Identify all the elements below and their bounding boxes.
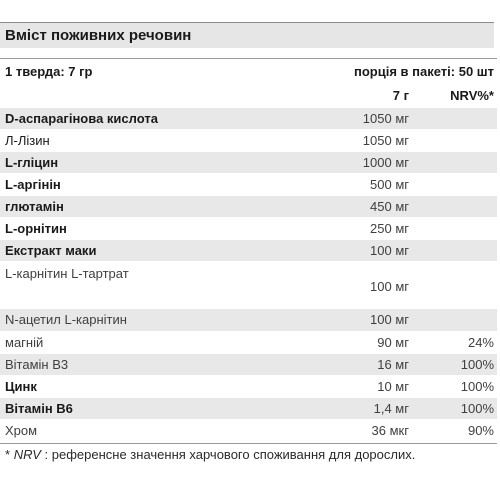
nutrient-amount: 100 мг	[370, 243, 409, 258]
table-row	[0, 108, 497, 129]
divider	[0, 443, 497, 444]
nutrient-nrv: 100%	[460, 379, 494, 394]
nutrient-name: Екстракт маки	[5, 243, 97, 258]
table-row	[0, 354, 497, 375]
nutrient-nrv: 100%	[460, 357, 494, 372]
nutrient-name: магній	[5, 335, 44, 350]
footnote-text: : референсне значення харчового споживання для дорослих.	[44, 447, 416, 462]
footnote	[5, 447, 415, 462]
nutrient-amount: 90 мг	[377, 335, 409, 350]
nutrient-amount: 1050 мг	[362, 133, 409, 148]
footnote-marker: *	[5, 447, 11, 462]
servings-per-pack: порція в пакеті: 50 шт	[354, 64, 494, 79]
nrv-column-header: NRV%*	[450, 88, 494, 103]
serving-row	[0, 62, 497, 82]
nutrient-amount: 1050 мг	[362, 111, 409, 126]
table-row	[0, 420, 497, 442]
table-row	[0, 130, 497, 151]
divider	[0, 58, 497, 59]
nutrient-name: глютамін	[5, 199, 64, 214]
table-row	[0, 398, 497, 419]
table-row	[0, 196, 497, 217]
footnote-abbr: NRV	[13, 447, 41, 462]
table-row	[0, 332, 497, 353]
nutrient-name: D-аспарагінова кислота	[5, 111, 158, 126]
nutrient-amount: 100 мг	[370, 312, 409, 327]
nutrient-name: N-ацетил L-карнітин	[5, 312, 127, 327]
table-row	[0, 152, 497, 173]
table-row	[0, 309, 497, 331]
nutrient-name: L-орнітин	[5, 221, 67, 236]
nutrient-name: L-гліцин	[5, 155, 59, 170]
amount-column-header: 7 г	[392, 88, 409, 103]
nutrient-name: Л-Лізин	[5, 133, 50, 148]
nutrient-amount: 36 мкг	[371, 423, 409, 438]
table-row	[0, 174, 497, 195]
nutrient-name: L-карнітин L-тартрат	[5, 266, 129, 281]
nutrient-nrv: 24%	[467, 335, 494, 350]
nutrient-nrv: 100%	[460, 401, 494, 416]
nutrient-name: Цинк	[5, 379, 37, 394]
table-row	[0, 262, 497, 308]
nutrient-amount: 1000 мг	[362, 155, 409, 170]
nutrient-name: L-аргінін	[5, 177, 61, 192]
table-row	[0, 218, 497, 239]
serving-size: 1 тверда: 7 гр	[5, 64, 93, 79]
nutrient-name: Вітамін В6	[5, 401, 73, 416]
nutrient-amount: 10 мг	[377, 379, 409, 394]
nutrient-nrv: 90%	[467, 423, 494, 438]
table-row	[0, 376, 497, 397]
nutrient-amount: 100 мг	[370, 279, 409, 294]
nutrient-amount: 1,4 мг	[373, 401, 409, 416]
nutrient-amount: 450 мг	[370, 199, 409, 214]
nutrient-amount: 250 мг	[370, 221, 409, 236]
nutrient-name: Хром	[5, 423, 38, 438]
table-title: Вміст поживних речовин	[0, 22, 494, 48]
nutrient-amount: 16 мг	[377, 357, 409, 372]
column-header-row	[0, 86, 497, 106]
nutrient-name: Вітамін В3	[5, 357, 69, 372]
nutrient-amount: 500 мг	[370, 177, 409, 192]
table-row	[0, 240, 497, 261]
